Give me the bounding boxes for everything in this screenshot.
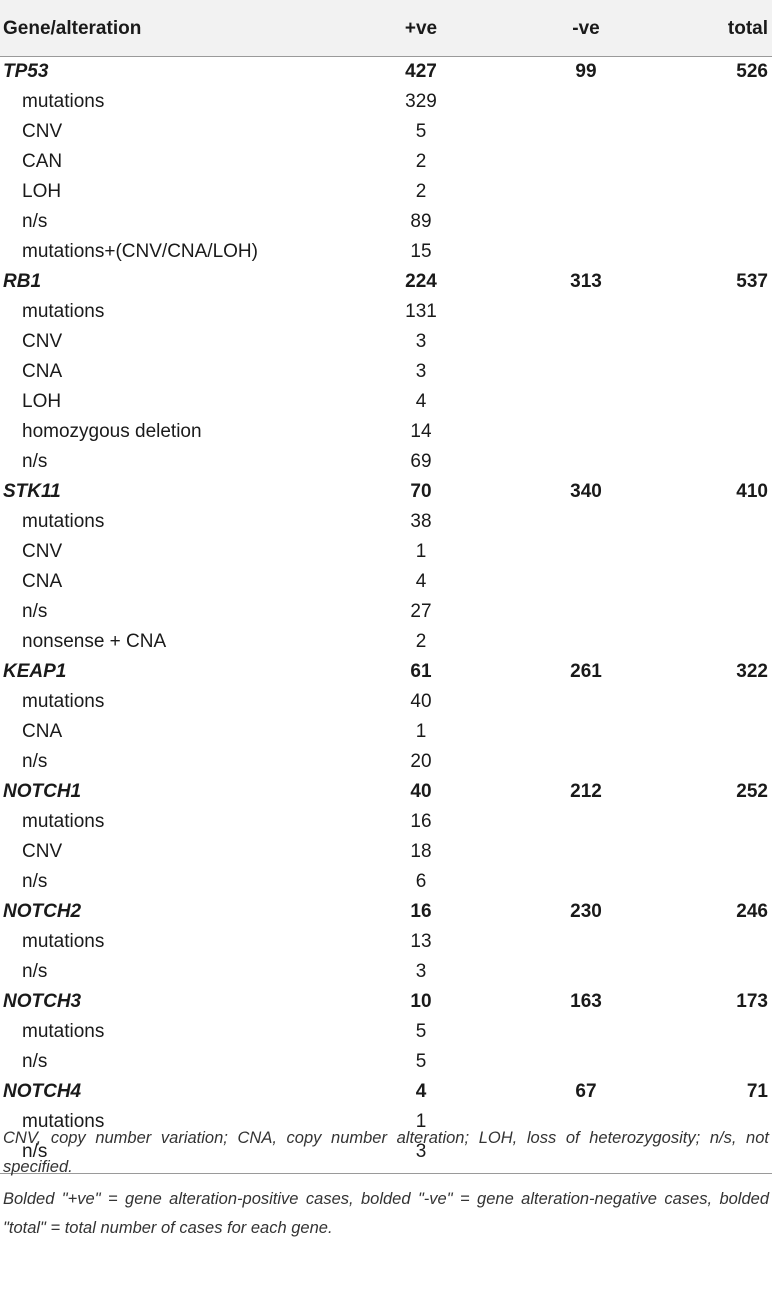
negative-count: 163 [570,991,602,1012]
table-row [0,837,772,867]
positive-count: 5 [415,121,427,142]
table-row [0,327,772,357]
alteration-label: n/s [22,961,48,982]
positive-count: 14 [410,421,432,442]
gene-name: NOTCH4 [3,1081,82,1102]
positive-count: 16 [410,811,432,832]
positive-count: 2 [415,151,427,172]
alteration-label: CNV [22,331,63,352]
table-row [0,177,772,207]
alteration-label: mutations [22,301,105,322]
total-count: 173 [736,991,768,1012]
negative-count: 340 [570,481,602,502]
positive-count: 3 [415,961,427,982]
alteration-label: mutations [22,91,105,112]
gene-row [0,897,772,927]
positive-count: 1 [415,541,427,562]
alteration-label: n/s [22,211,48,232]
positive-count: 4 [415,571,427,592]
positive-count: 6 [415,871,427,892]
gene-name: NOTCH2 [3,901,82,922]
footnote-legend: Bolded "+ve" = gene alteration-positive cases, bolded "-ve" = gene alteration-negative cases, bolded "total" = total number of cases for each gene. [3,1190,769,1237]
alteration-label: n/s [22,451,48,472]
positive-count: 131 [405,301,437,322]
alteration-label: CNV [22,121,63,142]
total-count: 252 [736,781,768,802]
table-row [0,387,772,417]
positive-count: 427 [405,61,437,82]
table-row [0,627,772,657]
positive-count: 10 [410,991,432,1012]
total-count: 246 [736,901,768,922]
table-row [0,297,772,327]
alteration-label: CNV [22,841,63,862]
positive-count: 329 [405,91,437,112]
positive-count: 20 [410,751,432,772]
table-row [0,147,772,177]
header-positive: +ve [404,18,438,39]
positive-count: 2 [415,631,427,652]
negative-count: 230 [570,901,602,922]
gene-name: RB1 [3,271,42,292]
footnote-abbreviations: CNV, copy number variation; CNA, copy number alteration; LOH, loss of heterozygosity; n/s, not specified. [3,1129,769,1176]
positive-count: 70 [410,481,432,502]
alteration-label: CAN [22,151,63,172]
table-row [0,687,772,717]
positive-count: 3 [415,361,427,382]
negative-count: 212 [570,781,602,802]
total-count: 71 [746,1081,768,1102]
header-gene-alteration: Gene/alteration [3,18,142,39]
alteration-label: n/s [22,871,48,892]
positive-count: 27 [410,601,432,622]
table-row [0,87,772,117]
alteration-label: nonsense + CNA [22,631,167,652]
table-row [0,507,772,537]
positive-count: 2 [415,181,427,202]
positive-count: 5 [415,1051,427,1072]
gene-name: STK11 [3,481,61,502]
alteration-label: CNV [22,541,63,562]
gene-name: KEAP1 [3,661,67,682]
table-row [0,417,772,447]
alteration-label: LOH [22,391,62,412]
positive-count: 3 [415,331,427,352]
table-row [0,747,772,777]
gene-name: NOTCH3 [3,991,82,1012]
positive-count: 69 [410,451,432,472]
gene-row [0,57,772,87]
positive-count: 4 [415,391,427,412]
table-row [0,237,772,267]
alteration-label: homozygous deletion [22,421,202,442]
positive-count: 1 [415,721,427,742]
positive-count: 89 [410,211,432,232]
positive-count: 38 [410,511,432,532]
table-row [0,567,772,597]
table-row [0,537,772,567]
total-count: 526 [736,61,768,82]
alteration-label: mutations [22,511,105,532]
positive-count: 40 [410,781,432,802]
table-row [0,357,772,387]
alteration-label: n/s [22,751,48,772]
table-body [0,57,772,1167]
alteration-label: CNA [22,721,63,742]
alteration-label: CNA [22,571,63,592]
gene-row [0,987,772,1017]
positive-count: 40 [410,691,432,712]
header-total: total [727,18,768,39]
alteration-label: mutations+(CNV/CNA/LOH) [22,241,258,262]
table-row [0,1017,772,1047]
table-row [0,1047,772,1077]
total-count: 537 [736,271,768,292]
alteration-label: n/s [22,1141,48,1162]
header-negative: -ve [572,18,600,39]
table-row [0,717,772,747]
negative-count: 313 [570,271,602,292]
positive-count: 18 [410,841,432,862]
total-count: 322 [736,661,768,682]
gene-row [0,777,772,807]
gene-row [0,657,772,687]
alteration-label: n/s [22,601,48,622]
table-row [0,867,772,897]
table-row [0,957,772,987]
gene-row [0,477,772,507]
positive-count: 16 [410,901,432,922]
negative-count: 99 [575,61,597,82]
alteration-label: mutations [22,811,105,832]
table-row [0,597,772,627]
alteration-label: mutations [22,691,105,712]
gene-name: TP53 [3,61,49,82]
positive-count: 3 [415,1141,427,1162]
negative-count: 67 [575,1081,597,1102]
table-row [0,807,772,837]
alteration-label: LOH [22,181,62,202]
alteration-label: mutations [22,931,105,952]
table-row [0,927,772,957]
table-row [0,447,772,477]
alteration-label: n/s [22,1051,48,1072]
alteration-label: mutations [22,1021,105,1042]
positive-count: 61 [410,661,432,682]
alteration-label: CNA [22,361,63,382]
gene-row [0,1077,772,1107]
table-header-row [0,0,772,57]
positive-count: 15 [410,241,432,262]
positive-count: 1 [415,1111,427,1132]
total-count: 410 [736,481,768,502]
table-row [0,117,772,147]
positive-count: 224 [405,271,437,292]
positive-count: 4 [415,1081,427,1102]
table-footnotes [3,1124,769,1246]
table-row [0,207,772,237]
positive-count: 5 [415,1021,427,1042]
negative-count: 261 [570,661,602,682]
positive-count: 13 [410,931,432,952]
gene-row [0,267,772,297]
alteration-label: mutations [22,1111,105,1132]
gene-name: NOTCH1 [3,781,82,802]
